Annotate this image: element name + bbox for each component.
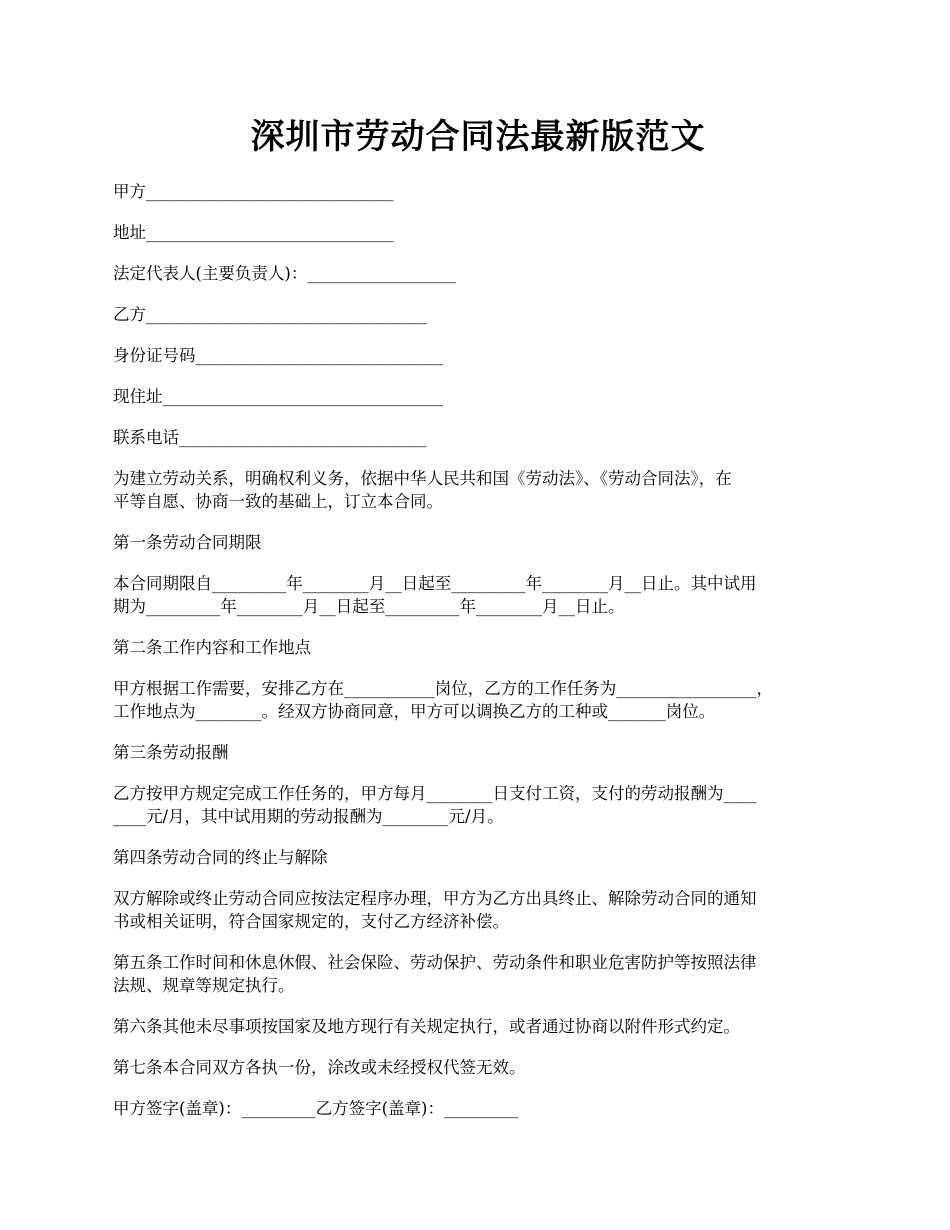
article-4-body [113,887,843,933]
article-3-heading: 第三条劳动报酬 [113,743,229,762]
contract-page [113,110,843,1138]
article-4-line: 双方解除或终止劳动合同应按法定程序办理，甲方为乙方出具终止、解除劳动合同的通知 [113,889,757,908]
preamble-line: 为建立劳动关系，明确权利义务，依据中华人民共和国《劳动法》、《劳动合同法》，在 [113,469,732,488]
party-a-field: 甲方______________________________ [113,182,394,201]
id-number-field: 身份证号码______________________________ [113,346,443,365]
preamble [113,467,843,513]
preamble-line: 平等自愿、协商一致的基础上，订立本合同。 [113,492,443,511]
article-7: 第七条本合同双方各执一份，涂改或未经授权代签无效。 [113,1058,526,1077]
signature-line: 甲方签字(盖章)：_________乙方签字(盖章)：_________ [113,1099,519,1118]
article-4-heading: 第四条劳动合同的终止与解除 [113,848,328,867]
article-2-line: 工作地点为________。经双方协商同意，甲方可以调换乙方的工种或_______岗位。 [113,702,716,721]
document-title: 深圳市劳动合同法最新版范文 [250,117,706,157]
article-2-heading: 第二条工作内容和工作地点 [113,638,311,657]
article-3-body [113,782,843,828]
legal-representative-field: 法定代表人(主要负责人)：__________________ [113,264,456,283]
article-6: 第六条其他未尽事项按国家及地方现行有关规定执行，或者通过协商以附件形式约定。 [113,1017,740,1036]
article-1-line: 期为_________年________月__日起至_________年________月__日止。 [113,597,625,616]
article-1-body [113,572,843,618]
party-b-field: 乙方__________________________________ [113,305,427,324]
article-5-line: 第五条工作时间和休息休假、社会保险、劳动保护、劳动条件和职业危害防护等按照法律 [113,953,757,972]
article-1-heading: 第一条劳动合同期限 [113,533,262,552]
article-2-line: 甲方根据工作需要，安排乙方在___________岗位，乙方的工作任务为_________________， [113,679,773,698]
article-1-line: 本合同期限自_________年________月__日起至_________年________月__日止。其中试用 [113,574,757,593]
article-3-line: ____元/月，其中试用期的劳动报酬为________元/月。 [113,807,504,826]
phone-field: 联系电话______________________________ [113,428,427,447]
article-5 [113,951,843,997]
article-2-body [113,677,843,723]
current-address-field: 现住址__________________________________ [113,387,443,406]
article-5-line: 法规、规章等规定执行。 [113,976,295,995]
article-4-line: 书或相关证明，符合国家规定的，支付乙方经济补偿。 [113,912,509,931]
article-3-line: 乙方按甲方规定完成工作任务的，甲方每月________日支付工资，支付的劳动报酬为____ [113,784,757,803]
address-field: 地址______________________________ [113,223,394,242]
